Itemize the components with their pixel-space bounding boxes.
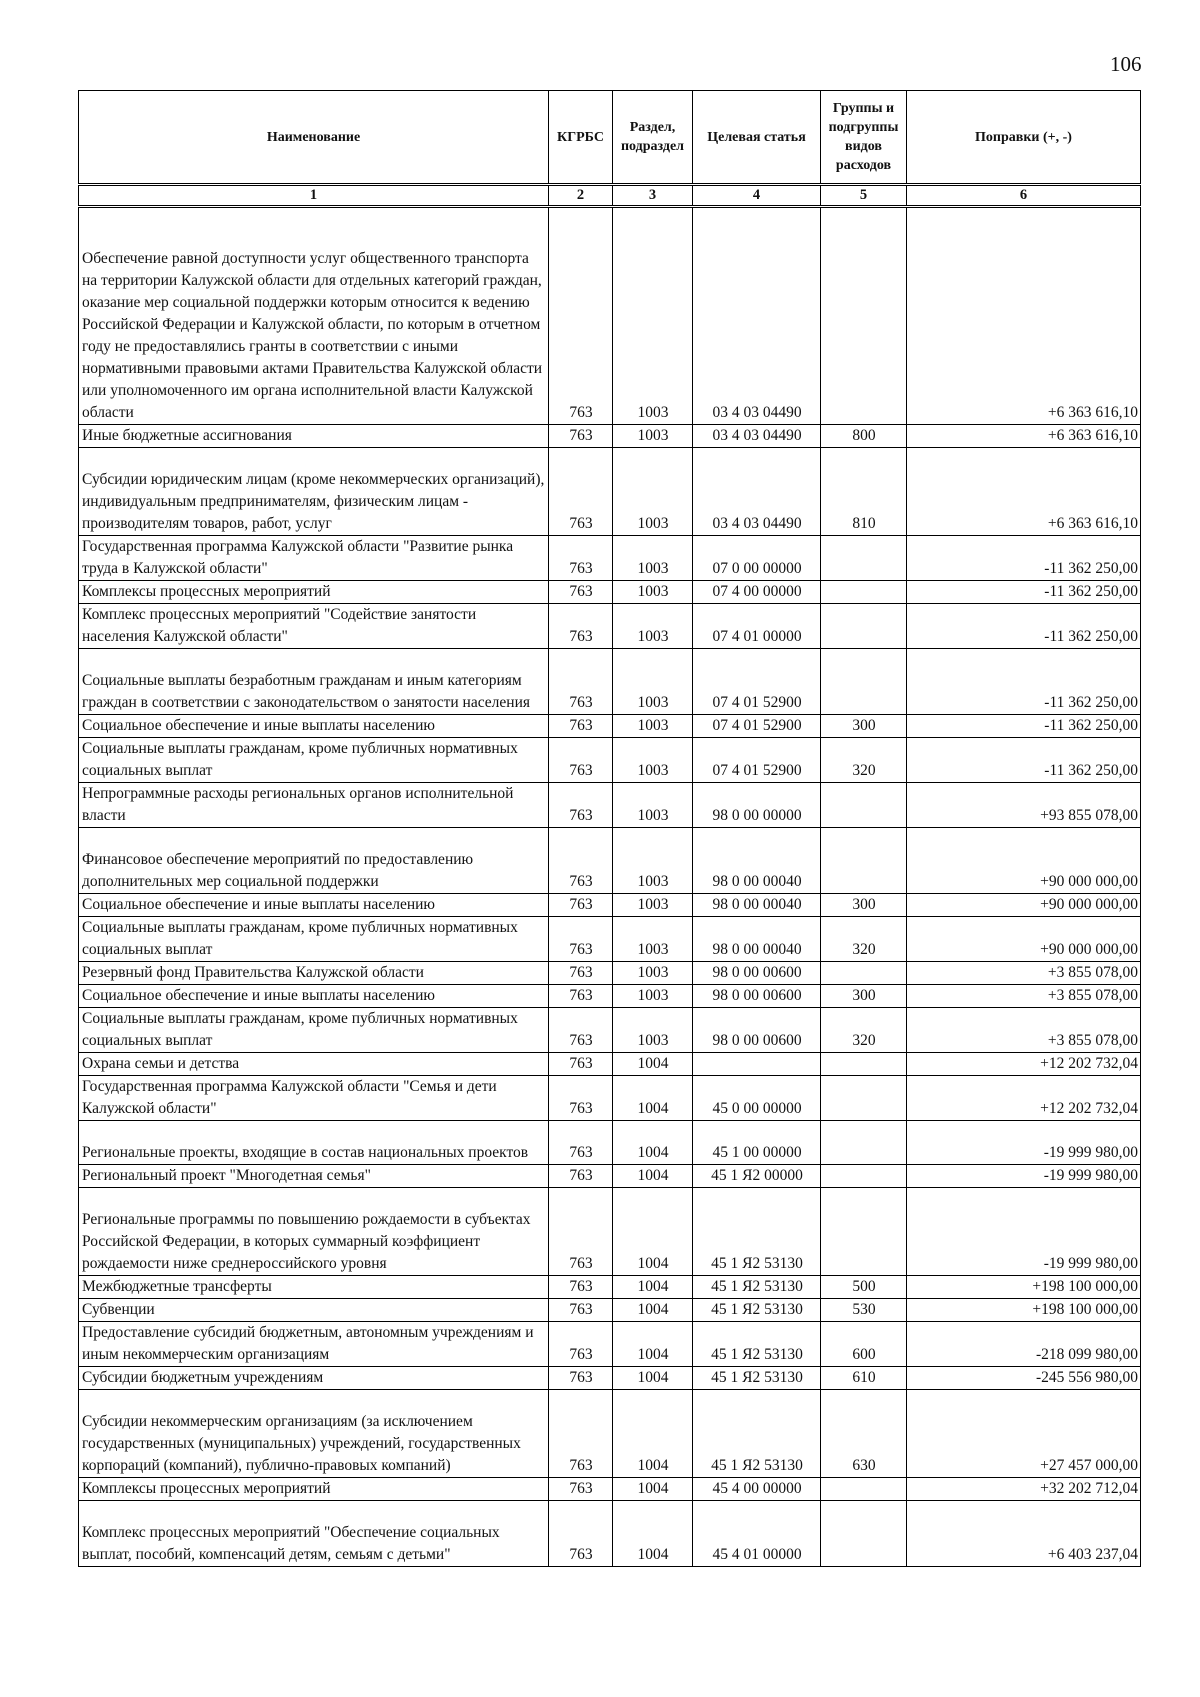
table-row: [79, 1165, 1141, 1188]
row-expense-group: [821, 604, 907, 649]
row-kgrbs: 763: [549, 1076, 613, 1121]
row-section: 1004: [613, 1501, 693, 1567]
row-expense-group: [821, 1076, 907, 1121]
row-kgrbs: 763: [549, 1276, 613, 1299]
row-amendment-amount: -218 099 980,00: [907, 1322, 1141, 1367]
row-section: 1003: [613, 604, 693, 649]
row-target-article: 45 1 Я2 53130: [693, 1299, 821, 1322]
row-target-article: 45 1 Я2 53130: [693, 1367, 821, 1390]
table-row: [79, 1322, 1141, 1367]
row-target-article: 45 1 Я2 53130: [693, 1322, 821, 1367]
row-section: 1004: [613, 1121, 693, 1165]
page-number: 106: [1110, 52, 1142, 76]
row-kgrbs: 763: [549, 1053, 613, 1076]
row-expense-group: 320: [821, 738, 907, 783]
row-expense-group: 630: [821, 1390, 907, 1478]
row-section: 1003: [613, 425, 693, 448]
row-name: Резервный фонд Правительства Калужской области: [79, 962, 549, 985]
column-number-row: [79, 185, 1141, 207]
table-row: [79, 1121, 1141, 1165]
row-expense-group: [821, 1165, 907, 1188]
row-target-article: [693, 1053, 821, 1076]
row-name: Предоставление субсидий бюджетным, автономным учреждениям и иным некоммерческим организациям: [79, 1322, 549, 1367]
row-name: Социальное обеспечение и иные выплаты населению: [79, 894, 549, 917]
row-amendment-amount: +93 855 078,00: [907, 783, 1141, 828]
row-amendment-amount: +6 403 237,04: [907, 1501, 1141, 1567]
row-target-article: 07 4 01 52900: [693, 649, 821, 715]
header-amendments: Поправки (+, -): [907, 91, 1141, 185]
row-kgrbs: 763: [549, 536, 613, 581]
row-kgrbs: 763: [549, 715, 613, 738]
row-name: Государственная программа Калужской области "Семья и дети Калужской области": [79, 1076, 549, 1121]
row-section: 1003: [613, 649, 693, 715]
row-kgrbs: 763: [549, 207, 613, 425]
row-section: 1003: [613, 783, 693, 828]
table-row: [79, 1367, 1141, 1390]
row-name: Социальные выплаты безработным гражданам и иным категориям граждан в соответствии с законодательством о занятости населения: [79, 649, 549, 715]
row-name: Социальное обеспечение и иные выплаты населению: [79, 985, 549, 1008]
table-row: [79, 715, 1141, 738]
row-expense-group: 300: [821, 715, 907, 738]
row-section: 1003: [613, 917, 693, 962]
row-section: 1003: [613, 738, 693, 783]
row-amendment-amount: -11 362 250,00: [907, 738, 1141, 783]
row-kgrbs: 763: [549, 604, 613, 649]
row-name: Обеспечение равной доступности услуг общественного транспорта на территории Калужской области для отдельных категорий граждан, оказание мер социальной поддержки которым относится к ведению Российской Федерации и Калужской области, по которым в отчетном году не предоставлялись гранты в соответствии с иными нормативными правовыми актами Правительства Калужской области или уполномоченного им органа исполнительной власти Калужской области: [79, 207, 549, 425]
row-target-article: 07 4 01 00000: [693, 604, 821, 649]
row-target-article: 98 0 00 00600: [693, 962, 821, 985]
row-name: Комплексы процессных мероприятий: [79, 1478, 549, 1501]
row-expense-group: [821, 1053, 907, 1076]
row-expense-group: [821, 783, 907, 828]
row-kgrbs: 763: [549, 425, 613, 448]
table-row: [79, 1008, 1141, 1053]
table-row: [79, 962, 1141, 985]
table-row: [79, 207, 1141, 425]
row-amendment-amount: -245 556 980,00: [907, 1367, 1141, 1390]
row-target-article: 07 4 01 52900: [693, 715, 821, 738]
row-kgrbs: 763: [549, 894, 613, 917]
row-target-article: 98 0 00 00040: [693, 828, 821, 894]
row-kgrbs: 763: [549, 783, 613, 828]
row-name: Межбюджетные трансферты: [79, 1276, 549, 1299]
row-expense-group: [821, 962, 907, 985]
row-name: Региональный проект "Многодетная семья": [79, 1165, 549, 1188]
row-amendment-amount: -11 362 250,00: [907, 536, 1141, 581]
row-target-article: 45 0 00 00000: [693, 1076, 821, 1121]
row-kgrbs: 763: [549, 1501, 613, 1567]
table-row: [79, 604, 1141, 649]
row-name: Социальные выплаты гражданам, кроме публичных нормативных социальных выплат: [79, 738, 549, 783]
row-amendment-amount: +32 202 712,04: [907, 1478, 1141, 1501]
row-name: Охрана семьи и детства: [79, 1053, 549, 1076]
row-amendment-amount: +3 855 078,00: [907, 1008, 1141, 1053]
row-expense-group: [821, 536, 907, 581]
row-name: Комплекс процессных мероприятий "Содействие занятости населения Калужской области": [79, 604, 549, 649]
row-section: 1003: [613, 985, 693, 1008]
row-expense-group: 500: [821, 1276, 907, 1299]
row-target-article: 45 4 01 00000: [693, 1501, 821, 1567]
row-amendment-amount: -19 999 980,00: [907, 1188, 1141, 1276]
row-kgrbs: 763: [549, 1121, 613, 1165]
row-target-article: 45 1 Я2 00000: [693, 1165, 821, 1188]
table-row: [79, 1299, 1141, 1322]
table-header-row: [79, 91, 1141, 185]
row-name: Иные бюджетные ассигнования: [79, 425, 549, 448]
column-number: 4: [693, 185, 821, 207]
row-kgrbs: 763: [549, 1322, 613, 1367]
row-expense-group: 320: [821, 1008, 907, 1053]
row-amendment-amount: +12 202 732,04: [907, 1076, 1141, 1121]
column-number: 6: [907, 185, 1141, 207]
row-section: 1003: [613, 962, 693, 985]
table-row: [79, 581, 1141, 604]
row-name: Социальные выплаты гражданам, кроме публичных нормативных социальных выплат: [79, 917, 549, 962]
row-kgrbs: 763: [549, 738, 613, 783]
row-kgrbs: 763: [549, 1478, 613, 1501]
table-row: [79, 536, 1141, 581]
row-name: Социальное обеспечение и иные выплаты населению: [79, 715, 549, 738]
row-amendment-amount: -19 999 980,00: [907, 1121, 1141, 1165]
row-name: Комплексы процессных мероприятий: [79, 581, 549, 604]
row-section: 1004: [613, 1165, 693, 1188]
row-section: 1003: [613, 828, 693, 894]
row-expense-group: [821, 1501, 907, 1567]
row-section: 1004: [613, 1076, 693, 1121]
row-name: Финансовое обеспечение мероприятий по предоставлению дополнительных мер социальной поддержки: [79, 828, 549, 894]
header-target: Целевая статья: [693, 91, 821, 185]
row-amendment-amount: +27 457 000,00: [907, 1390, 1141, 1478]
row-amendment-amount: -11 362 250,00: [907, 715, 1141, 738]
row-expense-group: 610: [821, 1367, 907, 1390]
table-body: [79, 207, 1141, 1567]
column-number: 5: [821, 185, 907, 207]
row-expense-group: [821, 1478, 907, 1501]
row-amendment-amount: +6 363 616,10: [907, 207, 1141, 425]
row-section: 1004: [613, 1390, 693, 1478]
row-kgrbs: 763: [549, 1299, 613, 1322]
row-name: Комплекс процессных мероприятий "Обеспечение социальных выплат, пособий, компенсаций детям, семьям с детьми": [79, 1501, 549, 1567]
table-row: [79, 448, 1141, 536]
row-name: Субсидии юридическим лицам (кроме некоммерческих организаций), индивидуальным предпринимателям, физическим лицам - производителям товаров, работ, услуг: [79, 448, 549, 536]
row-section: 1004: [613, 1367, 693, 1390]
row-target-article: 98 0 00 00600: [693, 1008, 821, 1053]
row-target-article: 45 1 Я2 53130: [693, 1276, 821, 1299]
row-section: 1004: [613, 1188, 693, 1276]
row-section: 1004: [613, 1322, 693, 1367]
row-amendment-amount: +3 855 078,00: [907, 962, 1141, 985]
header-section: Раздел, подраздел: [613, 91, 693, 185]
row-name: Региональные проекты, входящие в состав национальных проектов: [79, 1121, 549, 1165]
row-kgrbs: 763: [549, 962, 613, 985]
row-target-article: 07 4 01 52900: [693, 738, 821, 783]
row-kgrbs: 763: [549, 649, 613, 715]
table-row: [79, 828, 1141, 894]
row-target-article: 98 0 00 00040: [693, 894, 821, 917]
row-kgrbs: 763: [549, 1165, 613, 1188]
row-section: 1003: [613, 207, 693, 425]
row-target-article: 07 4 00 00000: [693, 581, 821, 604]
row-kgrbs: 763: [549, 917, 613, 962]
row-expense-group: 810: [821, 448, 907, 536]
header-groups: Группы и подгруппы видов расходов: [821, 91, 907, 185]
row-expense-group: 530: [821, 1299, 907, 1322]
row-name: Субвенции: [79, 1299, 549, 1322]
table-row: [79, 738, 1141, 783]
table-row: [79, 1501, 1141, 1567]
row-expense-group: 300: [821, 894, 907, 917]
row-name: Государственная программа Калужской области "Развитие рынка труда в Калужской области": [79, 536, 549, 581]
table-row: [79, 425, 1141, 448]
budget-amendments-table: [78, 90, 1141, 1567]
table-row: [79, 917, 1141, 962]
row-target-article: 98 0 00 00040: [693, 917, 821, 962]
row-section: 1003: [613, 715, 693, 738]
row-target-article: 45 4 00 00000: [693, 1478, 821, 1501]
row-target-article: 45 1 00 00000: [693, 1121, 821, 1165]
row-target-article: 03 4 03 04490: [693, 425, 821, 448]
row-expense-group: 800: [821, 425, 907, 448]
column-number: 1: [79, 185, 549, 207]
row-section: 1003: [613, 448, 693, 536]
header-kgrbs: КГРБС: [549, 91, 613, 185]
row-amendment-amount: -11 362 250,00: [907, 649, 1141, 715]
row-section: 1004: [613, 1478, 693, 1501]
row-kgrbs: 763: [549, 1390, 613, 1478]
column-number: 3: [613, 185, 693, 207]
row-name: Региональные программы по повышению рождаемости в субъектах Российской Федерации, в которых суммарный коэффициент рождаемости ниже среднероссийского уровня: [79, 1188, 549, 1276]
row-section: 1003: [613, 1008, 693, 1053]
row-target-article: 03 4 03 04490: [693, 448, 821, 536]
table-row: [79, 1188, 1141, 1276]
row-expense-group: [821, 649, 907, 715]
row-kgrbs: 763: [549, 1188, 613, 1276]
table-row: [79, 1053, 1141, 1076]
row-target-article: 45 1 Я2 53130: [693, 1188, 821, 1276]
row-kgrbs: 763: [549, 985, 613, 1008]
row-kgrbs: 763: [549, 448, 613, 536]
row-amendment-amount: +90 000 000,00: [907, 894, 1141, 917]
row-name: Непрограммные расходы региональных органов исполнительной власти: [79, 783, 549, 828]
row-amendment-amount: +3 855 078,00: [907, 985, 1141, 1008]
row-target-article: 98 0 00 00600: [693, 985, 821, 1008]
row-target-article: 45 1 Я2 53130: [693, 1390, 821, 1478]
row-kgrbs: 763: [549, 1008, 613, 1053]
row-amendment-amount: -19 999 980,00: [907, 1165, 1141, 1188]
row-target-article: 07 0 00 00000: [693, 536, 821, 581]
table-row: [79, 894, 1141, 917]
row-expense-group: [821, 581, 907, 604]
row-expense-group: [821, 1188, 907, 1276]
row-expense-group: 600: [821, 1322, 907, 1367]
row-expense-group: [821, 1121, 907, 1165]
row-amendment-amount: +6 363 616,10: [907, 448, 1141, 536]
row-kgrbs: 763: [549, 581, 613, 604]
row-amendment-amount: +198 100 000,00: [907, 1299, 1141, 1322]
row-amendment-amount: +12 202 732,04: [907, 1053, 1141, 1076]
row-name: Субсидии некоммерческим организациям (за исключением государственных (муниципальных) учреждений, государственных корпораций (компаний), публично-правовых компаний): [79, 1390, 549, 1478]
row-expense-group: 300: [821, 985, 907, 1008]
row-section: 1004: [613, 1053, 693, 1076]
row-name: Социальные выплаты гражданам, кроме публичных нормативных социальных выплат: [79, 1008, 549, 1053]
header-name: Наименование: [79, 91, 549, 185]
row-expense-group: [821, 207, 907, 425]
row-section: 1004: [613, 1299, 693, 1322]
column-number: 2: [549, 185, 613, 207]
row-target-article: 98 0 00 00000: [693, 783, 821, 828]
table-row: [79, 649, 1141, 715]
table-row: [79, 1276, 1141, 1299]
table-row: [79, 1076, 1141, 1121]
row-expense-group: 320: [821, 917, 907, 962]
table-row: [79, 1390, 1141, 1478]
table-row: [79, 783, 1141, 828]
table-row: [79, 1478, 1141, 1501]
row-section: 1003: [613, 536, 693, 581]
row-amendment-amount: +198 100 000,00: [907, 1276, 1141, 1299]
row-amendment-amount: -11 362 250,00: [907, 581, 1141, 604]
row-amendment-amount: +90 000 000,00: [907, 828, 1141, 894]
row-section: 1003: [613, 894, 693, 917]
row-amendment-amount: +90 000 000,00: [907, 917, 1141, 962]
row-section: 1003: [613, 581, 693, 604]
row-amendment-amount: +6 363 616,10: [907, 425, 1141, 448]
table-row: [79, 985, 1141, 1008]
row-section: 1004: [613, 1276, 693, 1299]
row-target-article: 03 4 03 04490: [693, 207, 821, 425]
row-amendment-amount: -11 362 250,00: [907, 604, 1141, 649]
row-name: Субсидии бюджетным учреждениям: [79, 1367, 549, 1390]
row-kgrbs: 763: [549, 1367, 613, 1390]
row-kgrbs: 763: [549, 828, 613, 894]
row-expense-group: [821, 828, 907, 894]
